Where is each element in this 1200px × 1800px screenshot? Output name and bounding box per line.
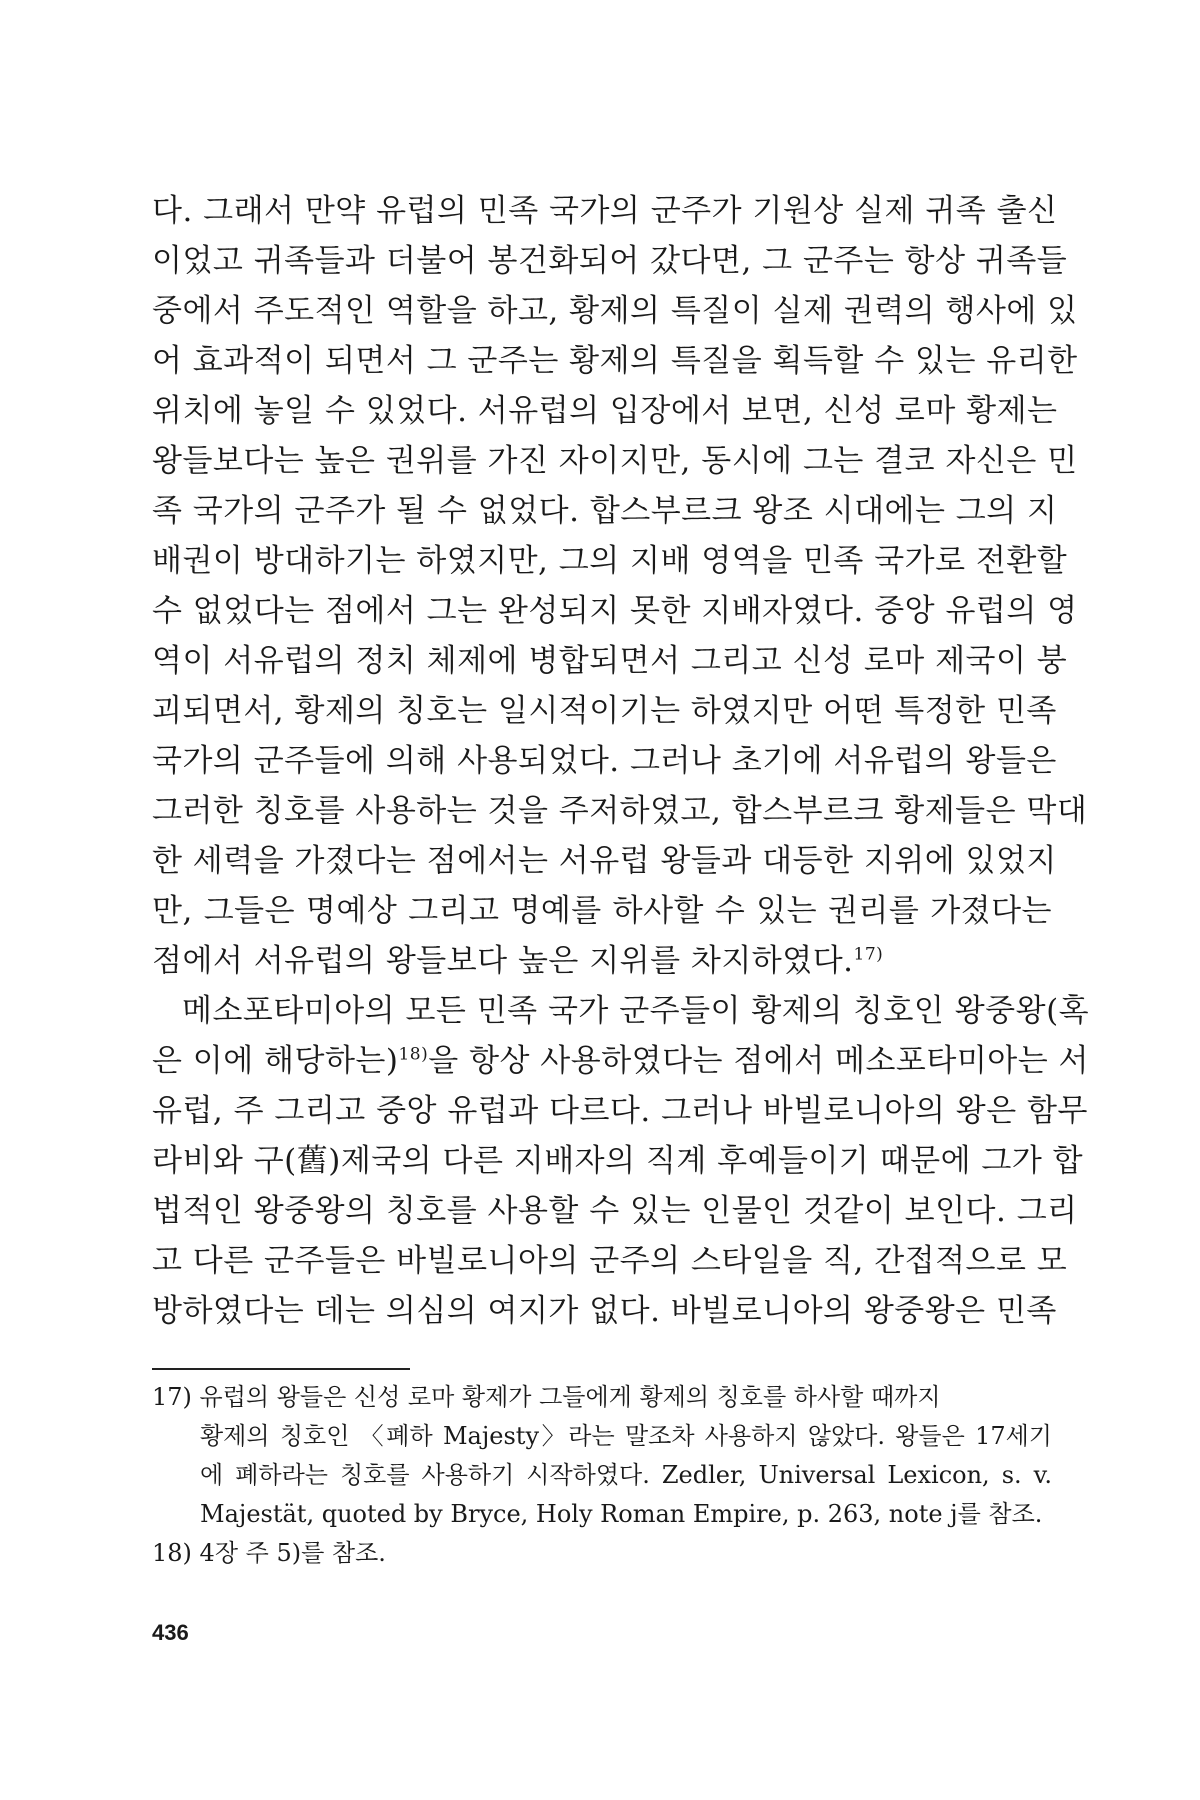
footnote-18-label: 18) [152, 1539, 192, 1567]
footnote-17-line-2: 황제의 칭호인 〈폐하 Majesty〉라는 말조차 사용하지 않았다. 왕들은 17세기 [200, 1422, 1052, 1450]
text-line-8: 배권이 방대하기는 하였지만, 그의 지배 영역을 민족 국가로 전환할 [152, 543, 1068, 579]
text-line-10: 역이 서유럽의 정치 체제에 병합되면서 그리고 신성 로마 제국이 붕 [152, 643, 1068, 679]
text-line-9: 수 없었다는 점에서 그는 완성되지 못한 지배자였다. 중앙 유럽의 영 [152, 593, 1078, 629]
text-line-6: 왕들보다는 높은 권위를 가진 자이지만, 동시에 그는 결코 자신은 민 [152, 443, 1078, 479]
paragraph-2-line-5: 법적인 왕중왕의 칭호를 사용할 수 있는 인물인 것같이 보인다. 그리 [152, 1193, 1078, 1229]
footnote-17-line-3: 에 폐하라는 칭호를 사용하기 시작하였다. Zedler, Universal Lexicon, s. v. [200, 1461, 1052, 1489]
footnote-ref-18[interactable]: 18) [398, 1044, 429, 1065]
text-line-15: 만, 그들은 명예상 그리고 명예를 하사할 수 있는 권리를 가졌다는 [152, 893, 1052, 929]
footnotes [152, 1378, 1052, 1573]
text-line-1: 다. 그래서 만약 유럽의 민족 국가의 군주가 기원상 실제 귀족 출신 [152, 193, 1058, 229]
footnote-17-line-4: Majestät, quoted by Bryce, Holy Roman Empire, p. 263, note j를 참조. [200, 1500, 1043, 1528]
paragraph-2-line-2-a: 은 이에 해당하는) [152, 1043, 399, 1079]
text-line-14: 한 세력을 가졌다는 점에서는 서유럽 왕들과 대등한 지위에 있었지 [152, 843, 1057, 879]
footnote-ref-17[interactable]: 17) [853, 944, 884, 965]
page-number: 436 [152, 1620, 189, 1645]
text-line-7: 족 국가의 군주가 될 수 없었다. 합스부르크 왕조 시대에는 그의 지 [152, 493, 1058, 529]
paragraph-2-first-line: 메소포타미아의 모든 민족 국가 군주들이 황제의 칭호인 왕중왕(혹 [182, 993, 1090, 1029]
text-line-12: 국가의 군주들에 의해 사용되었다. 그러나 초기에 서유럽의 왕들은 [152, 743, 1057, 779]
footnote-17-line-1 [152, 1378, 1052, 1417]
paragraph-2-line-2 [152, 1036, 1089, 1086]
paragraph-2-line-4: 라비와 구(舊)제국의 다른 지배자의 직계 후예들이기 때문에 그가 합 [152, 1143, 1084, 1179]
footnote-divider [152, 1368, 410, 1370]
footnote-18 [152, 1534, 1052, 1573]
text-line-5: 위치에 놓일 수 있었다. 서유럽의 입장에서 보면, 신성 로마 황제는 [152, 393, 1058, 429]
footnote-17-text-1: 유럽의 왕들은 신성 로마 황제가 그들에게 황제의 칭호를 하사할 때까지 [199, 1383, 941, 1411]
paragraph-2-line-2-b: 을 항상 사용하였다는 점에서 메소포타미아는 서 [428, 1043, 1089, 1079]
text-line-4: 어 효과적이 되면서 그 군주는 황제의 특질을 획득할 수 있는 유리한 [152, 343, 1078, 379]
text-line-2: 이었고 귀족들과 더불어 봉건화되어 갔다면, 그 군주는 항상 귀족들 [152, 243, 1068, 279]
text-line-11: 괴되면서, 황제의 칭호는 일시적이기는 하였지만 어떤 특정한 민족 [152, 693, 1057, 729]
body-text [152, 186, 1090, 1336]
footnote-17-label: 17) [152, 1383, 192, 1411]
text-line-16-text: 점에서 서유럽의 왕들보다 높은 지위를 차지하였다. [152, 943, 854, 979]
paragraph-2-line-6: 고 다른 군주들은 바빌로니아의 군주의 스타일을 직, 간접적으로 모 [152, 1243, 1068, 1279]
text-line-16 [152, 936, 1052, 986]
paragraph-2-line-3: 유럽, 주 그리고 중앙 유럽과 다르다. 그러나 바빌로니아의 왕은 함무 [152, 1093, 1088, 1129]
paragraph-2-line-7: 방하였다는 데는 의심의 여지가 없다. 바빌로니아의 왕중왕은 민족 [152, 1293, 1057, 1329]
footnote-18-text: 4장 주 5)를 참조. [199, 1539, 386, 1567]
text-line-3: 중에서 주도적인 역할을 하고, 황제의 특질이 실제 권력의 행사에 있 [152, 293, 1078, 329]
text-line-13: 그러한 칭호를 사용하는 것을 주저하였고, 합스부르크 황제들은 막대 [152, 793, 1088, 829]
